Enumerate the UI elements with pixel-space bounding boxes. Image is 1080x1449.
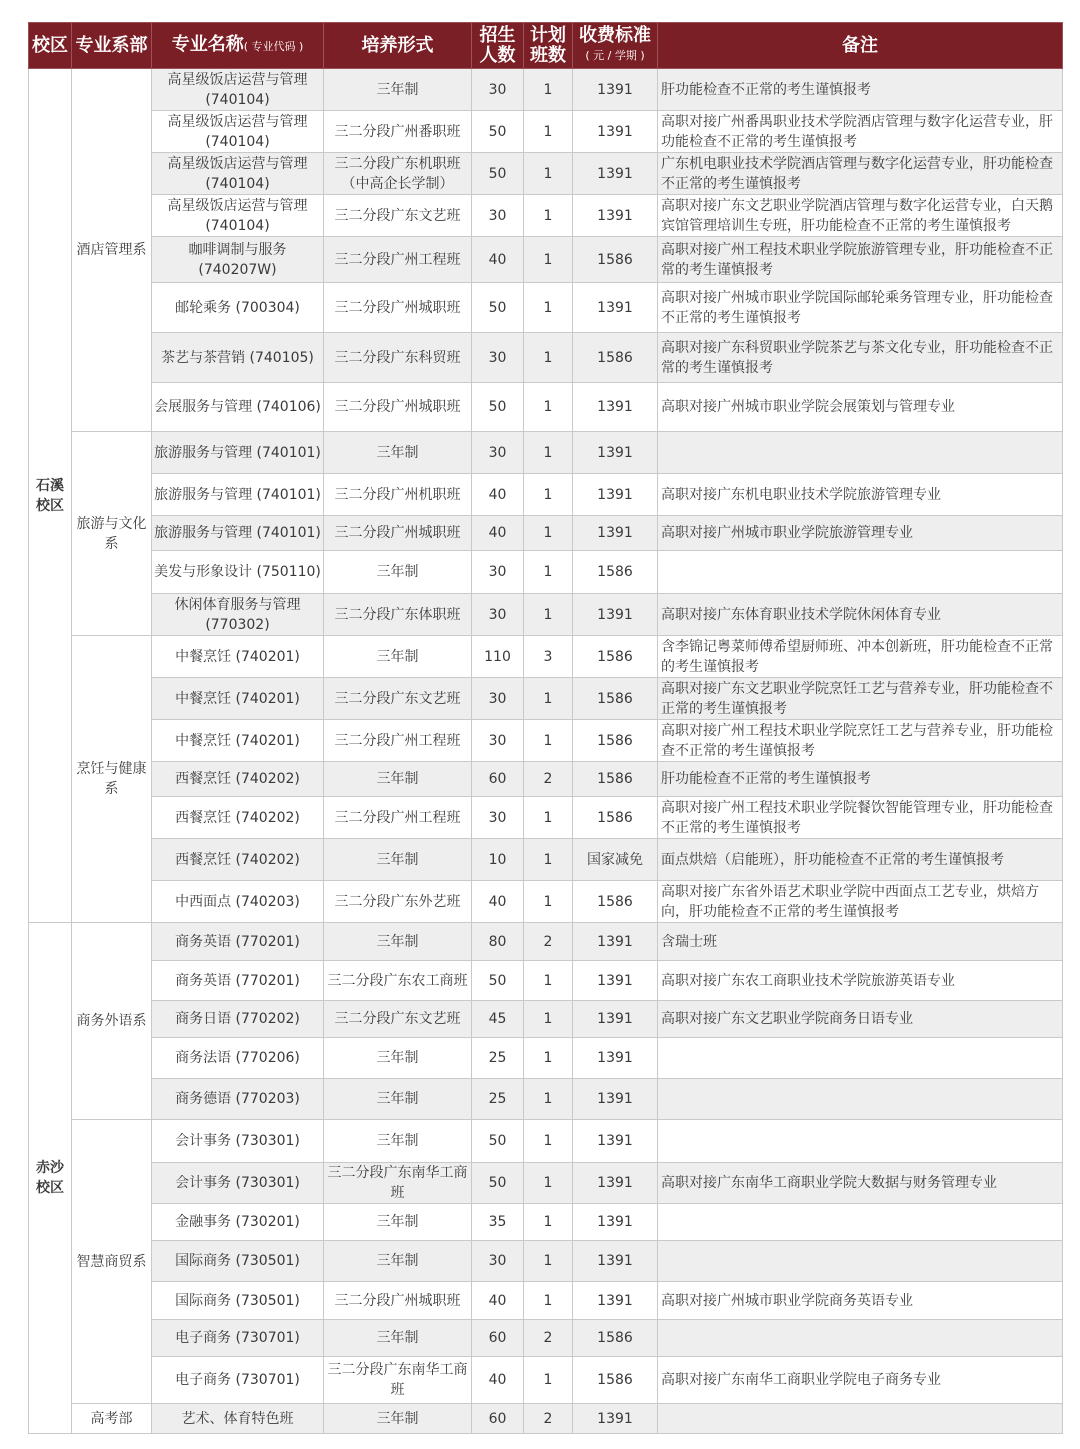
major-cell: 金融事务 (730201) <box>152 1204 324 1241</box>
enroll-cell: 40 <box>472 516 524 551</box>
header-fee-label: 收费标准 <box>579 24 651 46</box>
table-row <box>29 881 1063 923</box>
major-cell: 邮轮乘务 (700304) <box>152 283 324 333</box>
classes-cell: 1 <box>524 153 573 195</box>
form-cell: 三二分段广东农工商班 <box>324 961 472 1001</box>
classes-cell: 1 <box>524 720 573 762</box>
major-cell: 咖啡调制与服务(740207W) <box>152 237 324 283</box>
major-cell: 商务英语 (770201) <box>152 961 324 1001</box>
classes-cell: 1 <box>524 961 573 1001</box>
fee-cell: 1391 <box>573 1404 658 1434</box>
note-cell: 高职对接广州番禺职业技术学院酒店管理与数字化运营专业，肝功能检查不正常的考生谨慎报考 <box>658 111 1063 153</box>
form-cell: 三二分段广东科贸班 <box>324 333 472 383</box>
enroll-cell: 40 <box>472 474 524 516</box>
form-cell: 三年制 <box>324 1079 472 1120</box>
major-cell: 休闲体育服务与管理(770302) <box>152 594 324 636</box>
fee-cell: 1586 <box>573 333 658 383</box>
note-cell: 高职对接广东文艺职业学院酒店管理与数字化运营专业，白天鹅宾馆管理培训生专班，肝功能检查不正常的考生谨慎报考 <box>658 195 1063 237</box>
form-cell: 三年制 <box>324 1038 472 1079</box>
form-cell: 三二分段广东南华工商班 <box>324 1357 472 1404</box>
major-cell: 商务日语 (770202) <box>152 1001 324 1038</box>
enroll-cell: 50 <box>472 383 524 432</box>
header-classes: 计划班数 <box>524 23 573 69</box>
table-row <box>29 1282 1063 1320</box>
table-row <box>29 1241 1063 1282</box>
header-major <box>152 23 324 69</box>
enroll-cell: 30 <box>472 432 524 474</box>
form-cell: 三二分段广东体职班 <box>324 594 472 636</box>
major-cell: 商务英语 (770201) <box>152 923 324 961</box>
enroll-cell: 10 <box>472 839 524 881</box>
fee-cell: 1391 <box>573 1001 658 1038</box>
form-cell: 三二分段广东机职班（中高企长学制） <box>324 153 472 195</box>
department-cell: 商务外语系 <box>72 923 152 1120</box>
enroll-cell: 50 <box>472 1120 524 1163</box>
enroll-cell: 40 <box>472 881 524 923</box>
classes-cell: 1 <box>524 1282 573 1320</box>
major-cell: 会计事务 (730301) <box>152 1120 324 1163</box>
major-cell: 高星级饭店运营与管理(740104) <box>152 111 324 153</box>
table-row <box>29 720 1063 762</box>
major-cell: 会计事务 (730301) <box>152 1163 324 1204</box>
fee-cell: 1391 <box>573 1282 658 1320</box>
form-cell: 三年制 <box>324 1320 472 1357</box>
table-row <box>29 1079 1063 1120</box>
table-row <box>29 111 1063 153</box>
classes-cell: 1 <box>524 383 573 432</box>
table-row <box>29 636 1063 678</box>
note-cell <box>658 432 1063 474</box>
fee-cell: 1586 <box>573 551 658 594</box>
note-cell: 高职对接广东南华工商职业学院大数据与财务管理专业 <box>658 1163 1063 1204</box>
table-row <box>29 1120 1063 1163</box>
classes-cell: 1 <box>524 474 573 516</box>
note-cell: 高职对接广东文艺职业学院烹饪工艺与营养专业，肝功能检查不正常的考生谨慎报考 <box>658 678 1063 720</box>
fee-cell: 1391 <box>573 69 658 111</box>
enroll-cell: 35 <box>472 1204 524 1241</box>
form-cell: 三年制 <box>324 1120 472 1163</box>
fee-cell: 1586 <box>573 720 658 762</box>
department-cell: 烹饪与健康系 <box>72 636 152 923</box>
major-cell: 西餐烹饪 (740202) <box>152 839 324 881</box>
classes-cell: 1 <box>524 1163 573 1204</box>
enrollment-table <box>28 22 1063 1434</box>
major-cell: 商务德语 (770203) <box>152 1079 324 1120</box>
form-cell: 三年制 <box>324 636 472 678</box>
table-row <box>29 1357 1063 1404</box>
note-cell: 高职对接广东南华工商职业学院电子商务专业 <box>658 1357 1063 1404</box>
note-cell: 高职对接广州城市职业学院国际邮轮乘务管理专业，肝功能检查不正常的考生谨慎报考 <box>658 283 1063 333</box>
enroll-cell: 25 <box>472 1038 524 1079</box>
fee-cell: 1586 <box>573 237 658 283</box>
major-cell: 中西面点 (740203) <box>152 881 324 923</box>
note-cell <box>658 1204 1063 1241</box>
major-cell: 高星级饭店运营与管理(740104) <box>152 69 324 111</box>
table-row <box>29 797 1063 839</box>
enroll-cell: 30 <box>472 797 524 839</box>
classes-cell: 1 <box>524 1001 573 1038</box>
enroll-cell: 30 <box>472 195 524 237</box>
fee-cell: 1391 <box>573 283 658 333</box>
classes-cell: 1 <box>524 1204 573 1241</box>
major-cell: 旅游服务与管理 (740101) <box>152 432 324 474</box>
enroll-cell: 50 <box>472 111 524 153</box>
enroll-cell: 60 <box>472 1404 524 1434</box>
note-cell <box>658 1079 1063 1120</box>
note-cell: 高职对接广东科贸职业学院茶艺与茶文化专业，肝功能检查不正常的考生谨慎报考 <box>658 333 1063 383</box>
table-row <box>29 839 1063 881</box>
classes-cell: 3 <box>524 636 573 678</box>
table-row <box>29 432 1063 474</box>
fee-cell: 1391 <box>573 961 658 1001</box>
enroll-cell: 45 <box>472 1001 524 1038</box>
major-cell: 艺术、体育特色班 <box>152 1404 324 1434</box>
major-cell: 电子商务 (730701) <box>152 1320 324 1357</box>
form-cell: 三年制 <box>324 432 472 474</box>
form-cell: 三二分段广州城职班 <box>324 283 472 333</box>
major-cell: 美发与形象设计 (750110) <box>152 551 324 594</box>
note-cell: 高职对接广州城市职业学院会展策划与管理专业 <box>658 383 1063 432</box>
fee-cell: 1391 <box>573 153 658 195</box>
note-cell <box>658 1038 1063 1079</box>
classes-cell: 1 <box>524 797 573 839</box>
enroll-cell: 40 <box>472 1282 524 1320</box>
note-cell: 高职对接广东体育职业技术学院休闲体育专业 <box>658 594 1063 636</box>
enroll-cell: 50 <box>472 153 524 195</box>
classes-cell: 1 <box>524 839 573 881</box>
enrollment-table-container <box>28 22 1062 1434</box>
header-department: 专业系部 <box>72 23 152 69</box>
classes-cell: 2 <box>524 762 573 797</box>
header-fee <box>573 23 658 69</box>
form-cell: 三二分段广州城职班 <box>324 1282 472 1320</box>
fee-cell: 国家减免 <box>573 839 658 881</box>
table-row <box>29 1320 1063 1357</box>
fee-cell: 1586 <box>573 1320 658 1357</box>
note-cell: 高职对接广州工程技术职业学院餐饮智能管理专业，肝功能检查不正常的考生谨慎报考 <box>658 797 1063 839</box>
enroll-cell: 40 <box>472 237 524 283</box>
major-cell: 会展服务与管理 (740106) <box>152 383 324 432</box>
major-cell: 电子商务 (730701) <box>152 1357 324 1404</box>
classes-cell: 1 <box>524 432 573 474</box>
table-row <box>29 69 1063 111</box>
note-cell: 广东机电职业技术学院酒店管理与数字化运营专业，肝功能检查不正常的考生谨慎报考 <box>658 153 1063 195</box>
classes-cell: 1 <box>524 516 573 551</box>
form-cell: 三二分段广州机职班 <box>324 474 472 516</box>
fee-cell: 1391 <box>573 1038 658 1079</box>
note-cell: 高职对接广州城市职业学院商务英语专业 <box>658 1282 1063 1320</box>
header-row <box>29 23 1063 69</box>
fee-cell: 1586 <box>573 797 658 839</box>
enroll-cell: 40 <box>472 1357 524 1404</box>
fee-cell: 1586 <box>573 762 658 797</box>
major-cell: 中餐烹饪 (740201) <box>152 636 324 678</box>
major-cell: 旅游服务与管理 (740101) <box>152 516 324 551</box>
enroll-cell: 110 <box>472 636 524 678</box>
note-cell: 高职对接广东省外语艺术职业学院中西面点工艺专业，烘焙方向，肝功能检查不正常的考生谨慎报考 <box>658 881 1063 923</box>
form-cell: 三二分段广州城职班 <box>324 516 472 551</box>
major-cell: 国际商务 (730501) <box>152 1241 324 1282</box>
table-row <box>29 474 1063 516</box>
table-row <box>29 551 1063 594</box>
major-cell: 西餐烹饪 (740202) <box>152 762 324 797</box>
table-row <box>29 237 1063 283</box>
form-cell: 三二分段广东文艺班 <box>324 195 472 237</box>
table-row <box>29 195 1063 237</box>
campus-cell: 赤沙校区 <box>29 923 72 1434</box>
enroll-cell: 30 <box>472 678 524 720</box>
enroll-cell: 30 <box>472 594 524 636</box>
form-cell: 三年制 <box>324 69 472 111</box>
enroll-cell: 50 <box>472 961 524 1001</box>
note-cell: 含李锦记粤菜师傅希望厨师班、冲本创新班，肝功能检查不正常的考生谨慎报考 <box>658 636 1063 678</box>
major-cell: 商务法语 (770206) <box>152 1038 324 1079</box>
department-cell: 高考部 <box>72 1404 152 1434</box>
major-cell: 中餐烹饪 (740201) <box>152 678 324 720</box>
fee-cell: 1586 <box>573 881 658 923</box>
note-cell: 肝功能检查不正常的考生谨慎报考 <box>658 762 1063 797</box>
table-row <box>29 1001 1063 1038</box>
note-cell: 含瑞士班 <box>658 923 1063 961</box>
table-row <box>29 961 1063 1001</box>
classes-cell: 1 <box>524 1079 573 1120</box>
fee-cell: 1391 <box>573 474 658 516</box>
header-major-sub: ( 专业代码 ) <box>243 39 304 53</box>
header-major-label: 专业名称 <box>171 33 244 55</box>
department-cell: 酒店管理系 <box>72 69 152 432</box>
table-row <box>29 1204 1063 1241</box>
form-cell: 三二分段广州番职班 <box>324 111 472 153</box>
major-cell: 中餐烹饪 (740201) <box>152 720 324 762</box>
table-row <box>29 283 1063 333</box>
form-cell: 三年制 <box>324 923 472 961</box>
form-cell: 三二分段广州城职班 <box>324 383 472 432</box>
form-cell: 三年制 <box>324 1204 472 1241</box>
fee-cell: 1391 <box>573 111 658 153</box>
header-form: 培养形式 <box>324 23 472 69</box>
major-cell: 旅游服务与管理 (740101) <box>152 474 324 516</box>
note-cell <box>658 1120 1063 1163</box>
table-row <box>29 1163 1063 1204</box>
fee-cell: 1586 <box>573 636 658 678</box>
note-cell <box>658 1241 1063 1282</box>
classes-cell: 1 <box>524 69 573 111</box>
classes-cell: 1 <box>524 333 573 383</box>
table-row <box>29 678 1063 720</box>
classes-cell: 1 <box>524 111 573 153</box>
form-cell: 三二分段广东文艺班 <box>324 1001 472 1038</box>
enroll-cell: 30 <box>472 1241 524 1282</box>
note-cell: 高职对接广州城市职业学院旅游管理专业 <box>658 516 1063 551</box>
form-cell: 三年制 <box>324 762 472 797</box>
fee-cell: 1391 <box>573 1163 658 1204</box>
department-cell: 智慧商贸系 <box>72 1120 152 1404</box>
fee-cell: 1391 <box>573 923 658 961</box>
form-cell: 三二分段广州工程班 <box>324 237 472 283</box>
classes-cell: 1 <box>524 1357 573 1404</box>
note-cell <box>658 1320 1063 1357</box>
fee-cell: 1586 <box>573 1357 658 1404</box>
form-cell: 三年制 <box>324 1241 472 1282</box>
note-cell: 高职对接广东农工商职业技术学院旅游英语专业 <box>658 961 1063 1001</box>
enroll-cell: 80 <box>472 923 524 961</box>
enroll-cell: 30 <box>472 333 524 383</box>
major-cell: 国际商务 (730501) <box>152 1282 324 1320</box>
table-row <box>29 594 1063 636</box>
form-cell: 三二分段广东南华工商班 <box>324 1163 472 1204</box>
form-cell: 三二分段广州工程班 <box>324 720 472 762</box>
major-cell: 高星级饭店运营与管理(740104) <box>152 153 324 195</box>
classes-cell: 2 <box>524 923 573 961</box>
fee-cell: 1586 <box>573 678 658 720</box>
header-fee-sub: ( 元 / 学期 ) <box>585 48 645 62</box>
note-cell: 高职对接广东机电职业技术学院旅游管理专业 <box>658 474 1063 516</box>
fee-cell: 1391 <box>573 594 658 636</box>
note-cell: 高职对接广东文艺职业学院商务日语专业 <box>658 1001 1063 1038</box>
note-cell <box>658 551 1063 594</box>
table-row <box>29 1038 1063 1079</box>
classes-cell: 1 <box>524 283 573 333</box>
classes-cell: 1 <box>524 1241 573 1282</box>
header-campus: 校区 <box>29 23 72 69</box>
table-row <box>29 923 1063 961</box>
form-cell: 三年制 <box>324 839 472 881</box>
form-cell: 三二分段广州工程班 <box>324 797 472 839</box>
enroll-cell: 50 <box>472 1163 524 1204</box>
fee-cell: 1391 <box>573 1120 658 1163</box>
note-cell: 高职对接广州工程技术职业学院旅游管理专业，肝功能检查不正常的考生谨慎报考 <box>658 237 1063 283</box>
header-enroll: 招生人数 <box>472 23 524 69</box>
table-row <box>29 153 1063 195</box>
classes-cell: 1 <box>524 594 573 636</box>
major-cell: 高星级饭店运营与管理(740104) <box>152 195 324 237</box>
classes-cell: 1 <box>524 678 573 720</box>
enroll-cell: 30 <box>472 69 524 111</box>
fee-cell: 1391 <box>573 383 658 432</box>
campus-cell: 石溪校区 <box>29 69 72 923</box>
enroll-cell: 30 <box>472 720 524 762</box>
enroll-cell: 25 <box>472 1079 524 1120</box>
note-cell <box>658 1404 1063 1434</box>
fee-cell: 1391 <box>573 1204 658 1241</box>
form-cell: 三二分段广东外艺班 <box>324 881 472 923</box>
note-cell: 肝功能检查不正常的考生谨慎报考 <box>658 69 1063 111</box>
fee-cell: 1391 <box>573 1241 658 1282</box>
enroll-cell: 30 <box>472 551 524 594</box>
classes-cell: 2 <box>524 1404 573 1434</box>
table-row <box>29 1404 1063 1434</box>
major-cell: 西餐烹饪 (740202) <box>152 797 324 839</box>
fee-cell: 1391 <box>573 432 658 474</box>
table-row <box>29 762 1063 797</box>
enroll-cell: 60 <box>472 762 524 797</box>
form-cell: 三年制 <box>324 551 472 594</box>
enroll-cell: 50 <box>472 283 524 333</box>
table-row <box>29 516 1063 551</box>
classes-cell: 1 <box>524 551 573 594</box>
header-note: 备注 <box>658 23 1063 69</box>
classes-cell: 1 <box>524 237 573 283</box>
classes-cell: 2 <box>524 1320 573 1357</box>
department-cell: 旅游与文化系 <box>72 432 152 636</box>
fee-cell: 1391 <box>573 1079 658 1120</box>
note-cell: 高职对接广州工程技术职业学院烹饪工艺与营养专业，肝功能检查不正常的考生谨慎报考 <box>658 720 1063 762</box>
classes-cell: 1 <box>524 1120 573 1163</box>
note-cell: 面点烘焙（启能班），肝功能检查不正常的考生谨慎报考 <box>658 839 1063 881</box>
classes-cell: 1 <box>524 195 573 237</box>
classes-cell: 1 <box>524 881 573 923</box>
fee-cell: 1391 <box>573 195 658 237</box>
major-cell: 茶艺与茶营销 (740105) <box>152 333 324 383</box>
table-row <box>29 383 1063 432</box>
form-cell: 三年制 <box>324 1404 472 1434</box>
fee-cell: 1391 <box>573 516 658 551</box>
enroll-cell: 60 <box>472 1320 524 1357</box>
form-cell: 三二分段广东文艺班 <box>324 678 472 720</box>
classes-cell: 1 <box>524 1038 573 1079</box>
table-row <box>29 333 1063 383</box>
